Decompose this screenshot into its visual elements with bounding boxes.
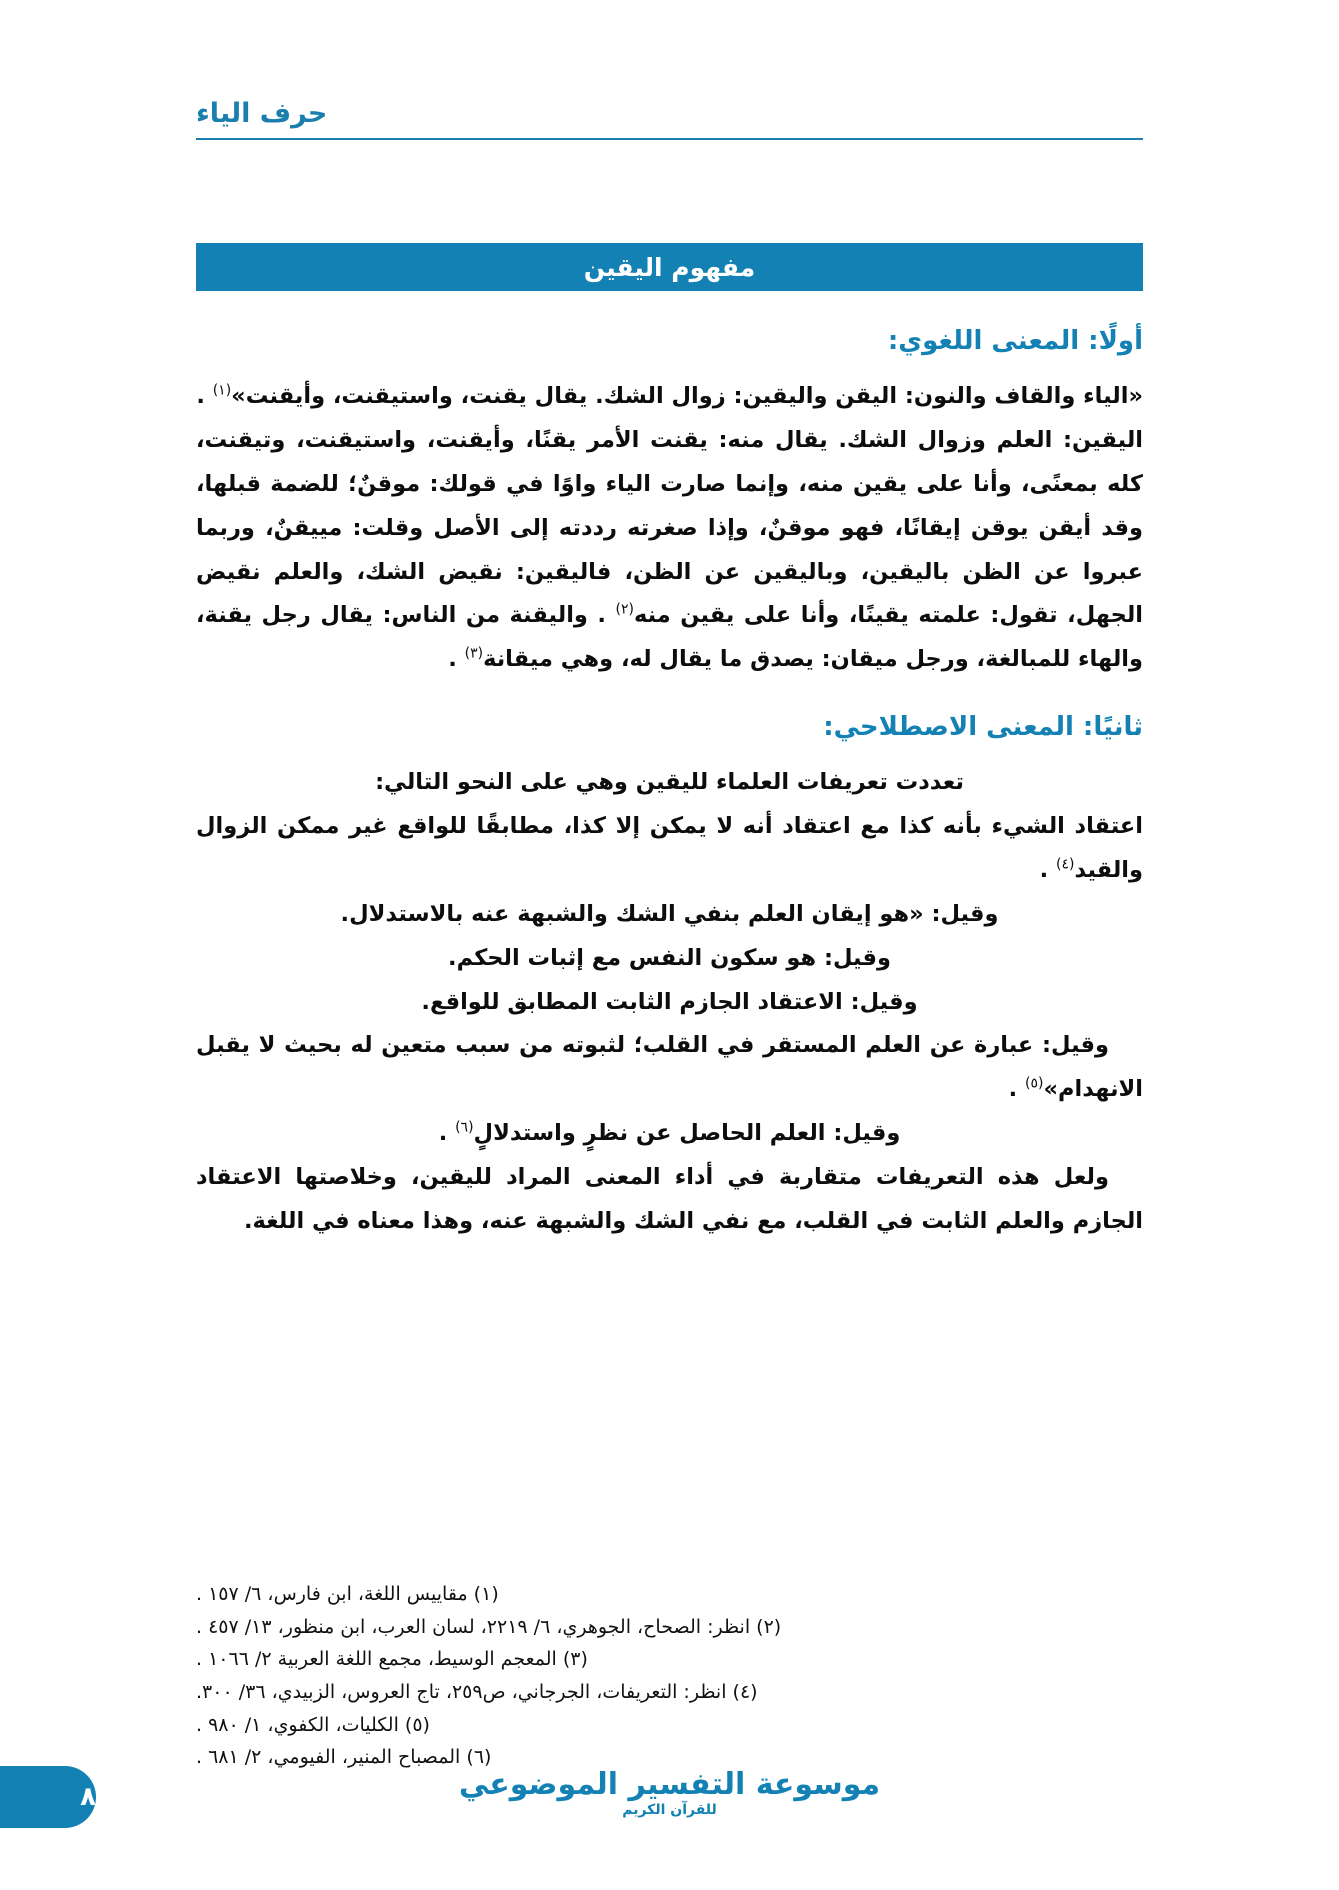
definition-1-text: اعتقاد الشيء بأنه كذا مع اعتقاد أنه لا يمكن إلا كذا، مطابقًا للواقع غير ممكن الزوال والقيد xyxy=(196,813,1143,883)
main-content xyxy=(196,322,1143,1244)
publisher-logo xyxy=(0,1766,1339,1819)
definition-6-text: وقيل: العلم الحاصل عن نظرٍ واستدلالٍ xyxy=(473,1120,901,1147)
footnote-text: انظر: التعريفات، الجرجاني، ص٢٥٩، تاج العروس، الزبيدي، ٣٦/ ٣٠٠. xyxy=(196,1681,727,1704)
footnote-ref-2: (٢) xyxy=(615,601,634,618)
footnote-ref-5: (٥) xyxy=(1025,1075,1044,1092)
publisher-logo-main: موسوعة التفسير الموضوعي xyxy=(458,1766,881,1802)
paragraph-lexical-1 xyxy=(196,375,1143,419)
publisher-logo-sub: للقرآن الكريم xyxy=(622,1802,717,1818)
paragraph-lexical-1-text: «الياء والقاف والنون: اليقن واليقين: زوال الشك. يقال يقنت، واستيقنت، وأيقنت» xyxy=(231,383,1143,409)
paragraph-conclusion: ولعل هذه التعريفات متقاربة في أداء المعنى المراد لليقين، وخلاصتها الاعتقاد الجازم والعلم الثابت في القلب، مع نفي الشك والشبهة عنه، وهذا معناه في اللغة. xyxy=(196,1164,1143,1234)
paragraph-definition-6 xyxy=(196,1112,1143,1156)
page-header xyxy=(196,98,1143,140)
definition-1-end: . xyxy=(1039,856,1056,883)
banner-title: مفهوم اليقين xyxy=(583,252,756,282)
section-banner xyxy=(196,243,1143,291)
footnote-item xyxy=(196,1611,1143,1644)
heading-lexical-meaning: أولًا: المعنى اللغوي: xyxy=(887,326,1143,356)
paragraph-lexical-2-text: اليقين: العلم وزوال الشك. يقال منه: يقنت الأمر يقنًا، وأيقنت، واستيقنت، وتيقنت، كله بمعنًى، وأنا على يقين منه، وإنما صارت الياء واوًا في قولك: موقنٌ؛ للضمة قبلها، وقد أيقن يوقن إيقانًا، فهو موقنٌ، وإذا صغرته رددته إلى الأصل وقلت: مييقنٌ، وربما عبروا عن الظن باليقين، وباليقين عن الظن، فاليقين: نقيض الشك، والعلم نقيض الجهل، تقول: علمته يقينًا، وأنا على يقين منه xyxy=(196,426,1144,629)
paragraph-definition-4: وقيل: الاعتقاد الجازم الثابت المطابق للواقع. xyxy=(421,988,918,1015)
footnote-number: (٣) xyxy=(562,1648,588,1671)
paragraph-definition-1 xyxy=(196,805,1143,893)
footnote-number: (٥) xyxy=(404,1713,430,1736)
header-divider xyxy=(196,138,1143,140)
heading-technical-meaning: ثانيًا: المعنى الاصطلاحي: xyxy=(823,712,1143,743)
paragraph-lexical-2 xyxy=(196,419,1143,682)
paragraph-lexical-1-end: . xyxy=(196,383,213,409)
paragraph-lexical-2-end: . xyxy=(448,646,465,673)
footnote-text: الكليات، الكفوي، ١/ ٩٨٠ . xyxy=(196,1713,399,1736)
footnote-item xyxy=(196,1709,1143,1742)
definition-5-text: وقيل: عبارة عن العلم المستقر في القلب؛ لثبوته من سبب متعين له بحيث لا يقبل الانهدام» xyxy=(196,1032,1143,1103)
definition-6-end: . xyxy=(438,1120,456,1147)
footnote-ref-3: (٣) xyxy=(464,645,484,662)
paragraph-definition-2: وقيل: «هو إيقان العلم بنفي الشك والشبهة عنه بالاستدلال. xyxy=(340,900,999,927)
footnote-number: (٢) xyxy=(756,1615,782,1638)
footnote-ref-4: (٤) xyxy=(1056,856,1075,873)
footnote-item xyxy=(196,1578,1143,1611)
footnote-text: المصباح المنير، الفيومي، ٢/ ٦٨١ . xyxy=(196,1746,461,1769)
footnote-item xyxy=(196,1676,1143,1709)
footnote-number: (١) xyxy=(473,1583,499,1605)
footnote-ref-1: (١) xyxy=(212,382,232,399)
footnote-text: المعجم الوسيط، مجمع اللغة العربية ٢/ ١٠٦٦ . xyxy=(196,1648,557,1671)
page-number-tab xyxy=(0,1766,96,1828)
footnote-text: مقاييس اللغة، ابن فارس، ٦/ ١٥٧ . xyxy=(196,1583,468,1605)
footnote-number: (٦) xyxy=(466,1746,492,1769)
paragraph-lexical-2-cont: . واليقنة من الناس: يقال رجل يقنة، والهاء للمبالغة، ورجل ميقان: يصدق ما يقال له، وهي ميقانة xyxy=(196,602,1143,673)
paragraph-definition-3: وقيل: هو سكون النفس مع إثبات الحكم. xyxy=(448,944,891,971)
definition-5-end: . xyxy=(1008,1076,1026,1103)
paragraph-definition-5 xyxy=(196,1024,1143,1112)
paragraph-technical-intro: تعددت تعريفات العلماء لليقين وهي على النحو التالي: xyxy=(375,769,964,796)
chapter-title: حرف الياء xyxy=(196,98,328,129)
footnote-ref-6: (٦) xyxy=(455,1119,474,1136)
footnotes-block xyxy=(196,1578,1143,1774)
footnote-text: انظر: الصحاح، الجوهري، ٦/ ٢٢١٩، لسان العرب، ابن منظور، ١٣/ ٤٥٧ . xyxy=(196,1615,751,1638)
footnote-item xyxy=(196,1643,1143,1676)
page-number: ٨ xyxy=(80,1782,96,1812)
footnote-number: (٤) xyxy=(732,1681,758,1704)
